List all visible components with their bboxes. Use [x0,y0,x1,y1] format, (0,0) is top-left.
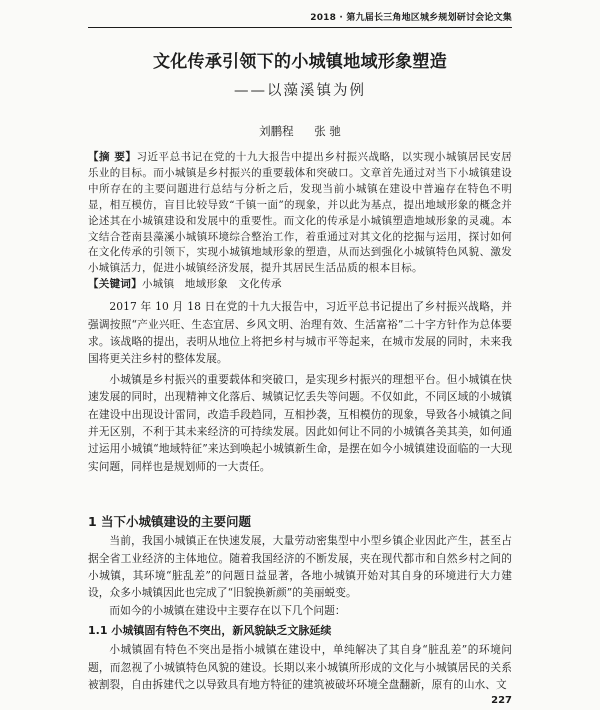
author-name: 刘鹏程 [259,124,294,138]
abstract [88,150,512,277]
abstract-label: 【摘 要】 [88,151,137,163]
keywords [88,277,512,293]
body-paragraph: 小城镇固有特色不突出是指小城镇在建设中，单纯解决了其自身“脏乱差”的环境问题，而忽视了小城镇特色风貌的建设。长期以来小城镇所形成的文化与小城镇居民的关系被割裂，自由拆建代之以导致具有地方特征的建筑被破坏环境全盘翻新，原有的山水、文 [88,643,512,692]
keywords-label: 【关键词】 [88,278,142,291]
page-number: 227 [491,695,512,706]
header-rule [88,27,512,28]
body-paragraph: 当前，我国小城镇正在快速发展，大量劳动密集型中小型乡镇企业因此产生，甚至占据全省工业经济的主体地位。随着我国经济的不断发展，夹在现代都市和自然乡村之间的小城镇，其环境“脏乱差”的问题日益显著，各地小城镇开始对其自身的环境进行大力建设，众多小城镇因此也完成了“旧貌换新颜”的美丽蜕变。 [88,534,512,600]
body-paragraph: 小城镇是乡村振兴的重要载体和突破口，是实现乡村振兴的理想平台。但小城镇在快速发展的同时，出现精神文化落后、城镇记忆丢失等问题。不仅如此，不同区域的小城镇在建设中出现设计雷同，改造手段趋同，互相抄袭，互相模仿的现象，导致各小城镇之间并无区别，不利于其未来经济的可持续发展。因此如何让不同的小城镇各美其美，如何通过运用小城镇“地域特征”来达到唤起小城镇新生命，是摆在如今小城镇建设面临的一大现实问题，同样也是规划师的一大责任。 [88,372,512,473]
keyword: 文化传承 [238,278,282,291]
running-header: 2018 · 第九届长三角地区城乡规划研讨会论文集 [310,13,512,23]
keyword: 小城镇 [142,278,175,291]
section-heading: 1 当下小城镇建设的主要问题 [88,513,252,529]
abstract-text: 习近平总书记在党的十九大报告中提出乡村振兴战略，以实现小城镇居民安居乐业的目标。而小城镇是乡村振兴的重要载体和突破口。文章首先通过对当下小城镇建设中所存在的主要问题进行总结与分析之后，发现当前小城镇在建设中普遍存在特色不明显，相互模仿，盲目比较导致“千镇一面”的现象，并以此为基点，提出地域形象的概念并论述其在小城镇建设和发展中的重要性。而文化的传承是小城镇塑造地域形象的灵魂。本文结合苍南县藻溪小城镇环境综合整治工作，着重通过对其文化的挖掘与运用，探讨如何在文化传承的引领下，实现小城镇地域形象的塑造，从而达到强化小城镇特色风貌、激发小城镇活力，促进小城镇经济发展，提升其居民生活品质的根本目标。 [88,151,512,275]
subsection-heading: 1.1 小城镇固有特色不突出，新风貌缺乏文脉延续 [88,624,332,638]
text-column [88,150,512,695]
body-paragraph: 而如今的小城镇在建设中主要存在以下几个问题： [109,603,346,617]
author-line [0,123,600,139]
paper-subtitle: ——以藻溪镇为例 [234,83,366,99]
author-name: 张 驰 [314,124,341,138]
keyword: 地域形象 [184,278,229,291]
body-paragraph: 2017 年 10 月 18 日在党的十九大报告中，习近平总书记提出了乡村振兴战略，并强调按照“产业兴旺、生态宜居、乡风文明、治理有效、生活富裕”二十字方针作为总体要求。该战略的提出，表明从地位上将把乡村与城市平等起来，在城市发展的同时，未来我国将更关注乡村的整体发展。 [88,300,512,366]
paper-title: 文化传承引领下的小城镇地域形象塑造 [152,52,448,72]
